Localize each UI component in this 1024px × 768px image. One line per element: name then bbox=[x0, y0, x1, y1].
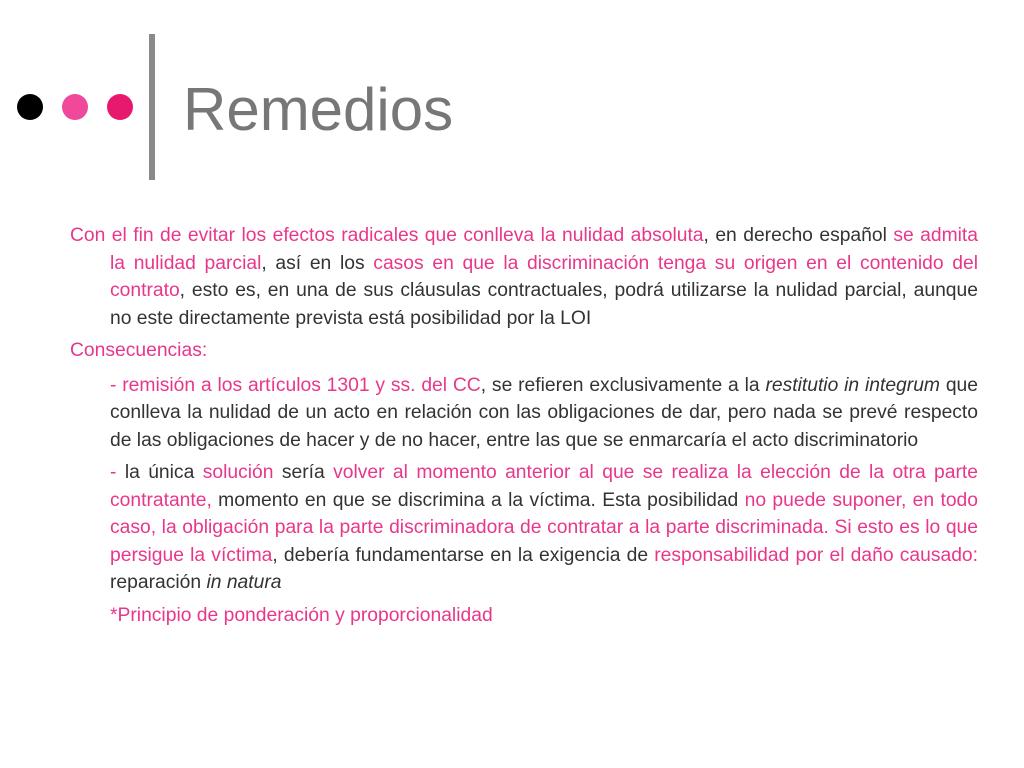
slide-title: Remedios bbox=[183, 76, 454, 143]
paragraph-unica-solucion bbox=[70, 459, 978, 597]
text-run: de la otra parte contratante, bbox=[110, 462, 979, 511]
text-run bbox=[194, 462, 202, 483]
text-run bbox=[325, 462, 333, 483]
text-run: - bbox=[110, 462, 125, 483]
text-run: reparación bbox=[110, 572, 202, 593]
text-run: fundamentarse en la exigencia de bbox=[349, 544, 655, 566]
text-run bbox=[273, 462, 281, 483]
magenta-dot-icon bbox=[107, 94, 133, 120]
text-run: artículos bbox=[247, 374, 321, 396]
text-run: Con el fin de evitar los efectos radicales que conlleva la nulidad absoluta bbox=[70, 225, 704, 246]
text-run: enmarcaría bbox=[628, 429, 727, 451]
text-run: , bbox=[261, 252, 276, 274]
text-run: el acto discriminatorio bbox=[726, 429, 919, 451]
text-run: la bbox=[124, 462, 149, 483]
text-run: elección bbox=[760, 462, 831, 483]
text-run: , bbox=[272, 544, 284, 566]
text-run: única bbox=[148, 462, 195, 483]
paragraph-principio bbox=[70, 602, 978, 630]
black-dot-icon bbox=[17, 94, 43, 120]
text-run: utilizarse la nulidad parcial, aunque no este directamente prevista bbox=[110, 280, 978, 329]
paragraph-nulidad-parcial bbox=[70, 222, 978, 332]
text-run: contractuales, bbox=[480, 280, 615, 301]
text-run: restitutio in integrum bbox=[765, 374, 940, 396]
text-run: - remisión a los bbox=[110, 374, 248, 396]
text-run: no puede suponer, en todo caso, la bbox=[110, 489, 979, 538]
text-run: víctima bbox=[529, 489, 591, 511]
text-run: para la parte discriminadora de contratar a la parte discriminada. Si esto es lo que persigue la bbox=[110, 517, 978, 566]
title-divider-bar bbox=[149, 34, 155, 180]
text-run: Consecuencias: bbox=[70, 340, 208, 361]
text-run: víctima bbox=[211, 544, 273, 566]
text-run: , se refieren exclusivamente a la bbox=[480, 374, 766, 396]
text-run: respecto de las obligaciones de hacer y de no hacer, entre las que se bbox=[110, 402, 979, 451]
text-run: está bbox=[368, 307, 405, 329]
text-run: tenga su origen en el contenido del contrato bbox=[110, 252, 978, 301]
text-run: posibilidad por la LOI bbox=[404, 307, 592, 329]
text-run: obligación bbox=[182, 517, 270, 538]
text-run: in natura bbox=[206, 572, 282, 593]
text-run: , esto es, en una de sus bbox=[179, 280, 401, 301]
text-run: *Principio de bbox=[110, 604, 224, 626]
title-decoration-dots bbox=[17, 94, 133, 120]
text-run: podrá bbox=[614, 280, 664, 301]
text-run: momento en que se discrimina a la bbox=[211, 489, 530, 511]
text-run: español bbox=[819, 225, 887, 246]
text-run: causado: bbox=[893, 544, 978, 566]
text-run: con las obligaciones de dar, pero nada se bbox=[472, 402, 850, 423]
text-run: solución bbox=[202, 462, 274, 483]
paragraph-remision-cc bbox=[70, 372, 978, 455]
text-run: sería bbox=[281, 462, 325, 483]
text-run: ponderación bbox=[223, 604, 330, 626]
text-run: cláusulas bbox=[400, 280, 481, 301]
text-run: . Esta posibilidad bbox=[590, 489, 745, 511]
text-run: y proporcionalidad bbox=[329, 604, 493, 626]
text-run: en los bbox=[301, 252, 374, 274]
text-run: volver al momento anterior al que se realiza la bbox=[333, 462, 761, 483]
text-run: daño bbox=[850, 544, 894, 566]
text-run: así bbox=[275, 252, 302, 274]
pink-dot-icon bbox=[62, 94, 88, 120]
text-run: discriminación bbox=[527, 252, 650, 274]
slide-body bbox=[70, 222, 978, 634]
text-run: que conlleva la nulidad de un acto en bbox=[110, 374, 978, 423]
text-run: responsabilidad por el bbox=[654, 544, 851, 566]
text-run: casos en que la bbox=[373, 252, 528, 274]
paragraph-consecuencias-heading bbox=[70, 337, 978, 365]
text-run: prevé bbox=[849, 402, 898, 423]
text-run: se admita la nulidad parcial bbox=[110, 225, 978, 274]
text-run: relación bbox=[404, 402, 473, 423]
text-run: , en derecho bbox=[703, 225, 820, 246]
text-run: debería bbox=[283, 544, 350, 566]
text-run: 1301 y ss. del CC bbox=[320, 374, 481, 396]
